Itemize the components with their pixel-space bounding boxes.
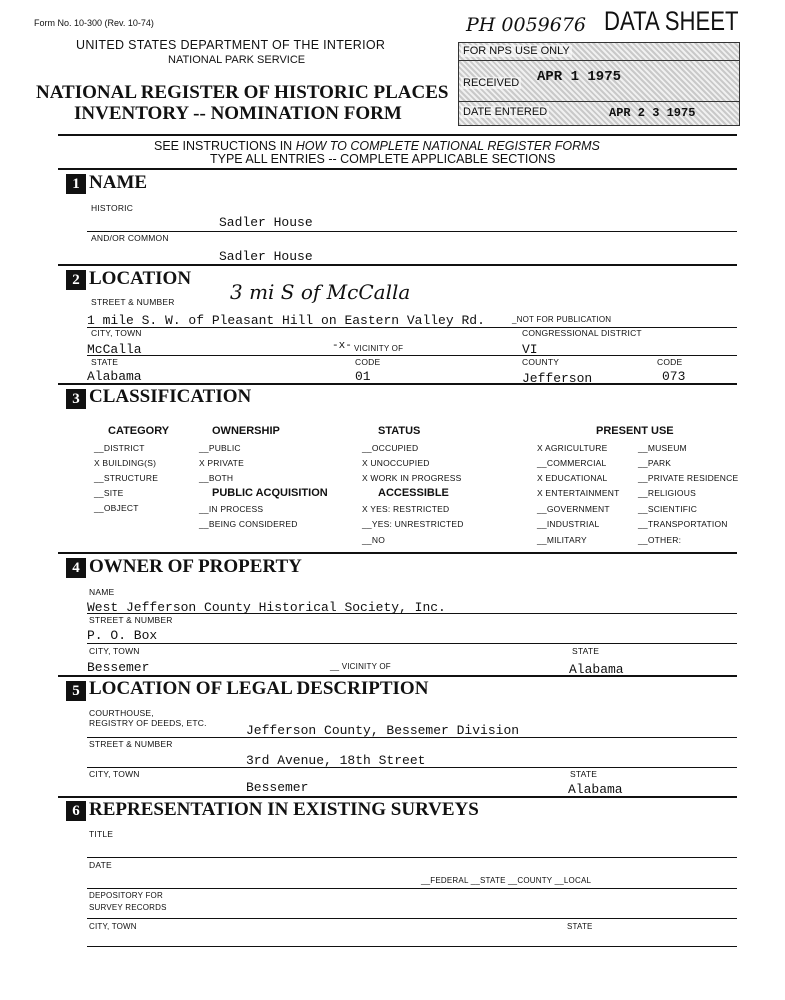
present-use-option[interactable]: __PRIVATE RESIDENCE (638, 473, 739, 483)
instructions-text: SEE INSTRUCTIONS IN (154, 139, 296, 153)
rule (58, 552, 737, 554)
owner-name-field[interactable]: West Jefferson County Historical Society, Inc. (87, 600, 446, 615)
state-field[interactable]: Alabama (87, 369, 142, 384)
accessible-option[interactable]: X YES: RESTRICTED (362, 504, 450, 514)
instructions-title: HOW TO COMPLETE NATIONAL REGISTER FORMS (295, 139, 600, 153)
field-line (87, 231, 737, 232)
present-use-option[interactable]: __SCIENTIFIC (638, 504, 698, 514)
state-label: STATE (91, 357, 119, 367)
category-option[interactable]: __STRUCTURE (94, 473, 159, 483)
acquisition-option[interactable]: __BEING CONSIDERED (199, 519, 298, 529)
received-date: APR 1 1975 (537, 69, 622, 85)
courthouse-label: COURTHOUSE, (89, 708, 154, 718)
rule (58, 675, 737, 677)
vicinity-mark: -x- (332, 340, 352, 352)
status-option[interactable]: X UNOCCUPIED (362, 458, 430, 468)
reference-number: PH 0059676 (466, 14, 587, 36)
category-option[interactable]: __OBJECT (94, 503, 139, 513)
owner-vicinity-label: __ VICINITY OF (330, 662, 391, 671)
handwritten-note: 3 mi S of McCalla (230, 280, 411, 304)
survey-levels[interactable]: __FEDERAL __STATE __COUNTY __LOCAL (421, 876, 592, 885)
status-heading: STATUS (378, 425, 421, 437)
accessible-option[interactable]: __NO (362, 535, 386, 545)
owner-state-label: STATE (572, 646, 600, 656)
city-field[interactable]: McCalla (87, 342, 142, 357)
code-label: CODE (355, 357, 381, 367)
depository-label: DEPOSITORY FOR (89, 891, 163, 900)
present-use-option[interactable]: __TRANSPORTATION (638, 519, 728, 529)
received-label: RECEIVED (463, 77, 520, 89)
county-field[interactable]: Jefferson (522, 371, 593, 386)
section-title-surveys: REPRESENTATION IN EXISTING SURVEYS (89, 799, 479, 820)
section-title-classification: CLASSIFICATION (89, 386, 252, 407)
present-use-option[interactable]: __MUSEUM (638, 443, 687, 453)
registry-label: REGISTRY OF DEEDS, ETC. (89, 718, 207, 728)
historic-label: HISTORIC (91, 203, 134, 213)
instructions-line1 (154, 139, 600, 153)
date-entered-label: DATE ENTERED (463, 106, 548, 118)
status-option[interactable]: __OCCUPIED (362, 443, 419, 453)
field-line (87, 888, 737, 889)
ownership-option[interactable]: __BOTH (199, 473, 234, 483)
legal-street-label: STREET & NUMBER (89, 739, 173, 749)
present-use-option[interactable]: __OTHER: (638, 535, 682, 545)
section-number: 4 (66, 558, 86, 578)
field-line (87, 767, 737, 768)
congressional-district-label: CONGRESSIONAL DISTRICT (522, 328, 642, 338)
owner-city-label: CITY, TOWN (89, 646, 140, 656)
courthouse-field[interactable]: Jefferson County, Bessemer Division (246, 723, 520, 738)
owner-city-field[interactable]: Bessemer (87, 660, 150, 675)
survey-state-label: STATE (567, 922, 593, 931)
data-sheet-label: DATA SHEET (604, 6, 739, 36)
category-option[interactable]: __SITE (94, 488, 124, 498)
nps-divider (459, 101, 739, 102)
ownership-option[interactable]: X PRIVATE (199, 458, 244, 468)
legal-state-field[interactable]: Alabama (568, 782, 623, 797)
legal-city-field[interactable]: Bessemer (246, 780, 309, 795)
category-option[interactable]: X BUILDING(S) (94, 458, 157, 468)
present-use-option[interactable]: __RELIGIOUS (638, 488, 696, 498)
section-number: 5 (66, 681, 86, 701)
field-line (87, 918, 737, 919)
present-use-option[interactable]: X EDUCATIONAL (537, 473, 608, 483)
status-option[interactable]: X WORK IN PROGRESS (362, 473, 462, 483)
rule (58, 168, 737, 170)
section-title-legal: LOCATION OF LEGAL DESCRIPTION (89, 678, 429, 699)
owner-street-field[interactable]: P. O. Box (87, 628, 158, 643)
service-name: NATIONAL PARK SERVICE (168, 54, 306, 66)
date-entered-value: APR 2 3 1975 (609, 106, 696, 120)
nps-use-only-box (458, 42, 740, 126)
acquisition-option[interactable]: __IN PROCESS (199, 504, 264, 514)
section-title-name: NAME (89, 172, 148, 193)
field-line (87, 737, 737, 738)
department-name: UNITED STATES DEPARTMENT OF THE INTERIOR (76, 38, 386, 52)
section-number: 1 (66, 174, 86, 194)
survey-city-label: CITY, TOWN (89, 922, 137, 931)
rule (58, 383, 737, 385)
survey-date-label: DATE (89, 860, 112, 870)
section-title-location: LOCATION (89, 268, 192, 289)
legal-state-label: STATE (570, 769, 598, 779)
field-line (87, 613, 737, 614)
present-use-option[interactable]: __INDUSTRIAL (537, 519, 600, 529)
accessible-heading: ACCESSIBLE (378, 487, 449, 499)
owner-street-label: STREET & NUMBER (89, 615, 173, 625)
category-heading: CATEGORY (108, 425, 170, 437)
street-label: STREET & NUMBER (91, 297, 175, 307)
common-name-field[interactable]: Sadler House (219, 249, 313, 264)
survey-records-label: SURVEY RECORDS (89, 903, 167, 912)
ownership-option[interactable]: __PUBLIC (199, 443, 241, 453)
legal-street-field[interactable]: 3rd Avenue, 18th Street (246, 753, 426, 768)
not-for-publication: _NOT FOR PUBLICATION (512, 315, 612, 324)
owner-state-field[interactable]: Alabama (569, 662, 624, 677)
section-number: 2 (66, 270, 86, 290)
instructions-line2: TYPE ALL ENTRIES -- COMPLETE APPLICABLE SECTIONS (210, 152, 556, 166)
county-code-label: CODE (657, 357, 683, 367)
present-use-option[interactable]: X ENTERTAINMENT (537, 488, 620, 498)
field-line (87, 946, 737, 947)
form-title-line2: INVENTORY -- NOMINATION FORM (74, 103, 402, 124)
present-use-option[interactable]: __MILITARY (537, 535, 587, 545)
owner-name-label: NAME (89, 587, 115, 597)
section-number: 6 (66, 801, 86, 821)
rule (58, 134, 737, 136)
ownership-heading: OWNERSHIP (212, 425, 280, 437)
present-use-heading: PRESENT USE (596, 425, 674, 437)
present-use-option[interactable]: __COMMERCIAL (537, 458, 607, 468)
field-line (87, 857, 737, 858)
state-code-field[interactable]: 01 (355, 369, 371, 384)
county-code-field[interactable]: 073 (662, 369, 686, 384)
street-field[interactable]: 1 mile S. W. of Pleasant Hill on Eastern Valley Rd. (87, 313, 485, 328)
field-line (87, 643, 737, 644)
historic-name-field[interactable]: Sadler House (219, 215, 313, 230)
section-title-owner: OWNER OF PROPERTY (89, 556, 302, 577)
legal-city-label: CITY, TOWN (89, 769, 140, 779)
public-acquisition-heading: PUBLIC ACQUISITION (212, 487, 328, 499)
nps-use-only-label: FOR NPS USE ONLY (463, 45, 570, 57)
accessible-option[interactable]: __YES: UNRESTRICTED (362, 519, 464, 529)
city-label: CITY, TOWN (91, 328, 142, 338)
field-line (87, 355, 737, 356)
nps-divider (459, 60, 739, 61)
form-title-line1: NATIONAL REGISTER OF HISTORIC PLACES (36, 82, 449, 103)
common-name-label: AND/OR COMMON (91, 233, 169, 243)
rule (58, 796, 737, 798)
section-number: 3 (66, 389, 86, 409)
vicinity-label: VICINITY OF (354, 344, 404, 353)
category-option[interactable]: __DISTRICT (94, 443, 145, 453)
present-use-option[interactable]: X AGRICULTURE (537, 443, 608, 453)
survey-title-label: TITLE (89, 829, 114, 839)
present-use-option[interactable]: __GOVERNMENT (537, 504, 610, 514)
present-use-option[interactable]: __PARK (638, 458, 672, 468)
rule (58, 264, 737, 266)
congressional-district-field[interactable]: VI (522, 342, 538, 357)
county-label: COUNTY (522, 357, 560, 367)
form-number: Form No. 10-300 (Rev. 10-74) (34, 18, 154, 28)
